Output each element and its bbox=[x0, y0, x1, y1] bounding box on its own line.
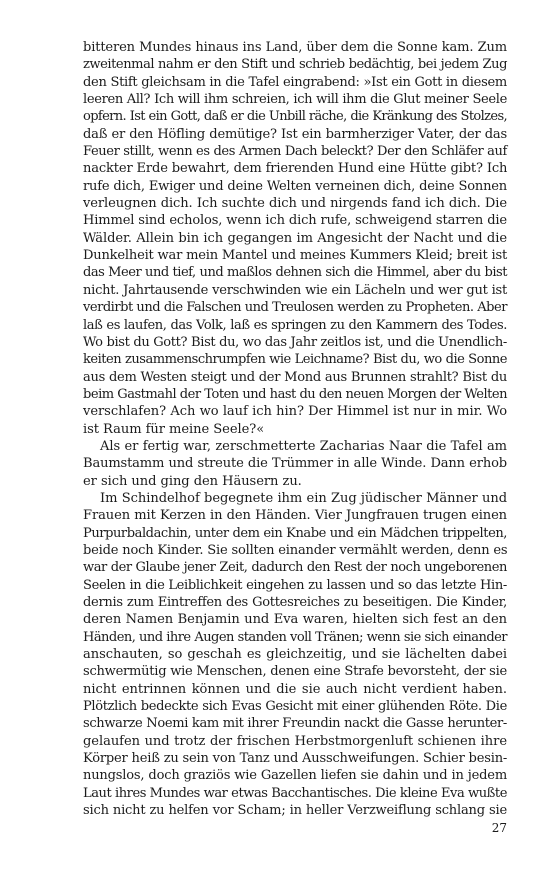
text-line: war der Glaube jener Zeit, dadurch den Rest der noch ungeborenen bbox=[83, 560, 507, 576]
text-line: Baumstamm und streute die Trümmer in alle Winde. Dann erhob bbox=[83, 456, 507, 472]
text-line: Plötzlich bedeckte sich Evas Gesicht mit einer glühenden Röte. Die bbox=[83, 699, 507, 715]
text-line: anschauten, so geschah es gleichzeitig, und sie lächelten dabei bbox=[83, 647, 507, 663]
text-line: nungslos, doch graziös wie Gazellen liefen sie dahin und in jedem bbox=[83, 768, 507, 784]
text-line: schwermütig wie Menschen, denen eine Strafe bevorsteht, der sie bbox=[83, 664, 507, 680]
text-line: beim Gastmahl der Toten und hast du den neuen Morgen der Welten bbox=[83, 386, 507, 402]
text-line: dernis zum Eintreffen des Gottesreiches zu beseitigen. Die Kinder, bbox=[83, 595, 507, 610]
text-line: nicht. Jahrtausende verschwinden wie ein Lächeln und wer gut ist bbox=[83, 282, 507, 298]
text-line: Dunkelheit war mein Mantel und meines Kummers Kleid; breit ist bbox=[83, 248, 507, 264]
text-line: daß er den Höfling demütige? Ist ein barmherziger Vater, der das bbox=[83, 126, 507, 142]
text-line: Händen, und ihre Augen standen voll Tränen; wenn sie sich einander bbox=[83, 629, 507, 645]
text-line: rufe dich, Ewiger und deine Welten verneinen dich, deine Sonnen bbox=[83, 178, 507, 194]
text-line: ist Raum für meine Seele?« bbox=[83, 421, 265, 437]
text-line: Purpurbaldachin, unter dem ein Knabe und ein Mädchen trippelten, bbox=[83, 525, 507, 541]
text-line: nicht entrinnen können und die sie auch nicht verdient haben. bbox=[83, 681, 507, 697]
text-line: verleugnen dich. Ich suchte dich und nirgends fand ich dich. Die bbox=[83, 196, 507, 212]
text-line: verschlafen? Ach wo lauf ich hin? Der Himmel ist nur in mir. Wo bbox=[83, 404, 507, 420]
text-line: Im Schindelhof begegnete ihm ein Zug jüdischer Männer und bbox=[100, 490, 507, 506]
text-line: deren Namen Benjamin und Eva waren, hielten sich fest an den bbox=[83, 612, 507, 628]
body-text bbox=[83, 39, 507, 819]
text-line: schwarze Noemi kam mit ihrer Freundin nackt die Gasse herunter- bbox=[83, 716, 507, 732]
text-line: Wo bist du Gott? Bist du, wo das Jahr zeitlos ist, und die Unendlich- bbox=[83, 334, 507, 350]
text-line: sich nicht zu helfen vor Scham; in heller Verzweiflung schlang sie bbox=[83, 803, 507, 819]
text-line: aus dem Westen steigt und der Mond aus Brunnen strahlt? Bist du bbox=[83, 369, 507, 385]
text-line: zweitenmal nahm er den Stift und schrieb bedächtig, bei jedem Zug bbox=[83, 57, 507, 73]
text-line: beide noch Kinder. Sie sollten einander vermählt werden, denn es bbox=[83, 542, 508, 558]
text-line: Feuer stillt, wenn es des Armen Dach beleckt? Der den Schläfer auf bbox=[83, 144, 507, 160]
text-line: keiten zusammenschrumpfen wie Leichname? Bist du, wo die Sonne bbox=[83, 352, 507, 368]
text-line: Wälder. Allein bin ich gegangen im Angesicht der Nacht und die bbox=[83, 230, 507, 246]
text-line: das Meer und tief, und maßlos dehnen sich die Himmel, aber du bist bbox=[83, 265, 507, 281]
text-line: verdirbt und die Falschen und Treulosen werden zu Propheten. Aber bbox=[83, 300, 507, 316]
text-line: leeren All? Ich will ihm schreien, ich will ihm die Glut meiner Seele bbox=[83, 92, 507, 108]
text-line: Frauen mit Kerzen in den Händen. Vier Jungfrauen trugen einen bbox=[83, 508, 507, 524]
text-line: Himmel sind echolos, wenn ich dich rufe, schweigend starren die bbox=[83, 213, 507, 229]
text-line: Als er fertig war, zerschmetterte Zacharias Naar die Tafel am bbox=[100, 438, 507, 454]
text-line: bitteren Mundes hinaus ins Land, über dem die Sonne kam. Zum bbox=[83, 40, 507, 55]
text-line: opfern. Ist ein Gott, daß er die Unbill räche, die Kränkung des Stolzes, bbox=[83, 109, 507, 125]
text-line: Körper heiß zu sein von Tanz und Ausschweifungen. Schier besin- bbox=[83, 751, 508, 767]
text-line: den Stift gleichsam in die Tafel eingrabend: »Ist ein Gott in diesem bbox=[83, 74, 507, 90]
text-line: Laut ihres Mundes war etwas Bacchantisches. Die kleine Eva wußte bbox=[83, 785, 507, 801]
text-line: laß es laufen, das Volk, laß es springen zu den Kammern des Todes. bbox=[83, 317, 507, 333]
page-number: 27 bbox=[491, 821, 507, 835]
text-line: Seelen in die Leiblichkeit eingehen zu lassen und so das letzte Hin- bbox=[83, 577, 507, 593]
text-line: er sich und ging den Häusern zu. bbox=[83, 473, 302, 489]
text-line: nackter Erde bewahrt, dem frierenden Hund eine Hütte gibt? Ich bbox=[83, 161, 508, 177]
text-line: gelaufen und trotz der frischen Herbstmorgenluft schienen ihre bbox=[83, 733, 507, 749]
